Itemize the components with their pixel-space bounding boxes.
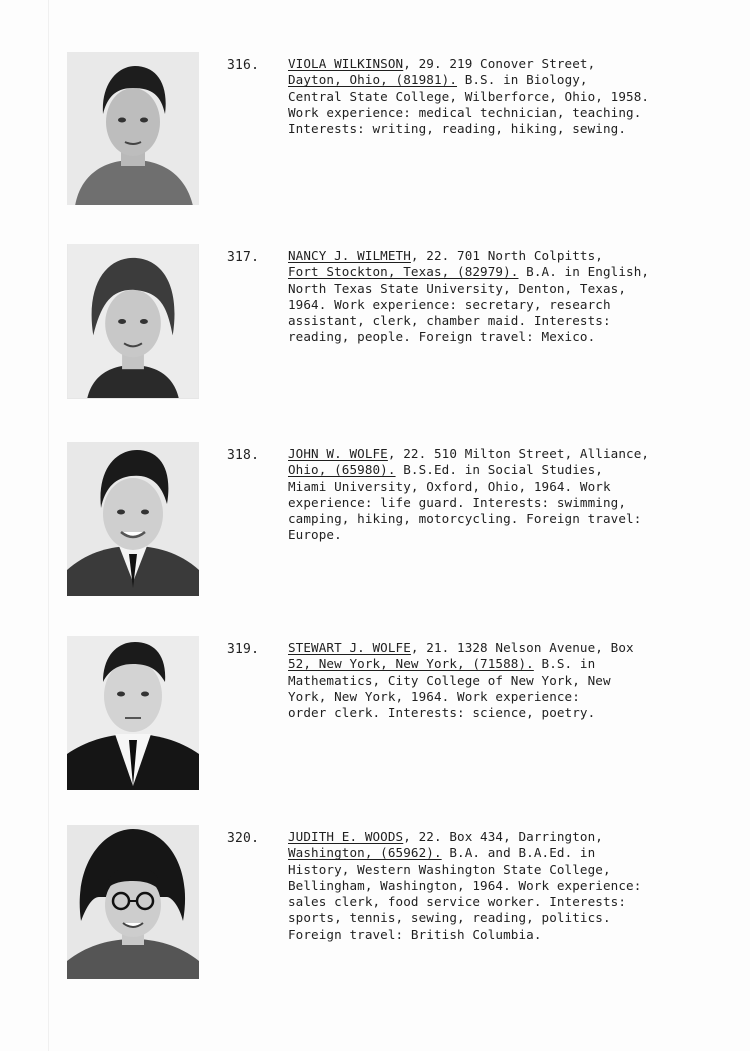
entry-address-underlined: Ohio, (65980). [288,462,396,478]
entry-text: STEWART J. WOLFE, 21. 1328 Nelson Avenue, Box 52, New York, New York, (71588). B.S. in Mathematics, City College of New York, New York, New York, 1964. Work experience: order clerk. Interests: science, poetry. [288,640,634,721]
entry-address-underlined: Washington, (65962). [288,845,442,861]
entry-text: NANCY J. WILMETH, 22. 701 North Colpitts, Fort Stockton, Texas, (82979). B.A. in English, North Texas State University, Denton, Texas, 1964. Work experience: secretary, research assistant, clerk, chamber maid. Interests: reading, people. Foreign travel: Mexico. [288,248,650,345]
entry-address-underlined: 52, New York, New York, (71588). [288,656,534,672]
directory-entry [0,825,750,985]
entry-number: 317. [227,250,260,265]
portrait-photo [67,52,199,205]
entry-text: JUDITH E. WOODS, 22. Box 434, Darrington, Washington, (65962). B.A. and B.A.Ed. in History, Western Washington State College, Bellingham, Washington, 1964. Work experience: sales clerk, food service worker. Interests: sports, tennis, sewing, reading, politics. Foreign travel: British Columbia. [288,829,642,942]
directory-entry [0,244,750,404]
directory-entry [0,636,750,796]
entry-number: 316. [227,58,260,73]
entry-text: JOHN W. WOLFE, 22. 510 Milton Street, Alliance, Ohio, (65980). B.S.Ed. in Social Studies, Miami University, Oxford, Ohio, 1964. Work experience: life guard. Interests: swimming, camping, hiking, motorcycling. Foreign travel: Europe. [288,446,650,543]
directory-entry [0,52,750,212]
entry-number: 318. [227,448,260,463]
entry-name: VIOLA WILKINSON [288,56,404,71]
portrait-photo [67,636,199,790]
entry-name: NANCY J. WILMETH [288,248,411,263]
entry-number: 319. [227,642,260,657]
entry-text: VIOLA WILKINSON, 29. 219 Conover Street, Dayton, Ohio, (81981). B.S. in Biology, Central State College, Wilberforce, Ohio, 1958. Work experience: medical technician, teaching. Interests: writing, reading, hiking, sewing. [288,56,650,137]
directory-entry [0,442,750,602]
entry-name: JOHN W. WOLFE [288,446,388,461]
entry-name: JUDITH E. WOODS [288,829,404,844]
portrait-photo [67,442,199,596]
portrait-photo [67,825,199,979]
entry-address-underlined: Dayton, Ohio, (81981). [288,72,458,88]
entry-name: STEWART J. WOLFE [288,640,411,655]
entry-address-underlined: Fort Stockton, Texas, (82979). [288,264,519,280]
portrait-photo [67,244,199,399]
entry-number: 320. [227,831,260,846]
